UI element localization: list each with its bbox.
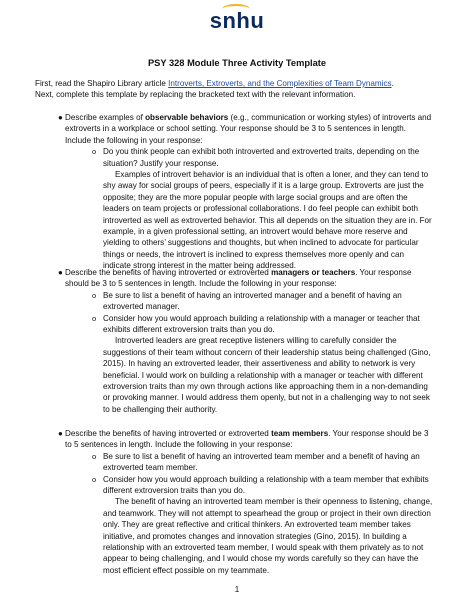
section-observable-behaviors xyxy=(35,112,434,272)
bullet-text-end: (e.g., communication or working styles) of introverts and extroverts in a workplace or school setting. Your response should be 3 to 5 sentences in length. Include the following in your response: xyxy=(65,113,432,145)
section-bullet xyxy=(35,112,434,146)
response-text: The benefit of having an introverted team member is their openness to listening, change, and teamwork. They will not attempt to spearhead the group or project in their own direction only. They are great reflective and critical thinkers. An extroverted team member takes initiative, and promotes changes and innovation strategies (Gino, 2015). In building a relationship with an extroverted team member, I would speak with them privately as to not appear to being challenging, and I would chose my words carefully so they can have the most efficient effect possible on my teammate. xyxy=(103,497,433,575)
intro-suffix: . xyxy=(391,79,394,88)
response-text: Examples of introvert behavior is an individual that is often a loner, and they can tend to shy away for social groups of peers, especially if it is a large group. Extroverts are just the opposite; they are the more popular people with large social groups and are often the leaders on team projects or professional collaborations. I do feel people can exhibit both introverted as well as extroverted behavior. This all depends on the situation they are in. For example, in a given professional setting, an introvert would behave more reserve and yielding to others’ suggestions and thoughts, but when inclined to advocate for particular things or needs, the introvert is inclined to express themselves more openly and can indicate strong interest in the matter being addressed. xyxy=(103,170,432,271)
bullet-bold-text: observable behaviors xyxy=(145,113,229,122)
sub-bullet-text: Do you think people can exhibit both introverted and extroverted traits, depending on the situation? Justify your response. xyxy=(103,147,420,168)
intro-instructions: Next, complete this template by replacing the bracketed text with the relevant information. xyxy=(35,90,356,99)
section-bullet xyxy=(35,267,434,290)
bullet-text: Describe the benefits of having introverted or extroverted xyxy=(65,268,272,277)
circle-bullet-icon: o xyxy=(92,147,97,157)
sub-bullet xyxy=(35,474,434,497)
sub-bullet xyxy=(35,313,434,336)
circle-bullet-icon: o xyxy=(92,474,97,484)
sub-bullet xyxy=(35,290,434,313)
sub-bullet-text: Consider how you would approach building a relationship with a team member that exhibits different extroversion traits than you do. xyxy=(103,474,429,496)
page-title: PSY 328 Module Three Activity Template xyxy=(147,58,327,68)
bullet-icon: ● xyxy=(58,429,63,438)
section-team-members xyxy=(35,428,434,576)
intro-text: First, read the Shapiro Library article xyxy=(35,79,169,88)
sub-bullet xyxy=(35,146,434,169)
section-managers-teachers xyxy=(35,267,434,415)
bullet-text-end: . Your response should be 3 to 5 sentences in length. Include the following in your response: xyxy=(65,429,429,450)
bullet-bold-text: managers or teachers xyxy=(271,268,356,277)
circle-bullet-icon: o xyxy=(92,313,97,323)
sub-bullet-text: Be sure to list a benefit of having an introverted manager and a benefit of having an extroverted manager. xyxy=(103,290,402,312)
circle-bullet-icon: o xyxy=(92,451,97,461)
intro-paragraph xyxy=(35,78,434,100)
bullet-icon: ● xyxy=(58,113,63,122)
bullet-bold-text: team members xyxy=(271,429,329,438)
bullet-text: Describe the benefits of having introverted or extroverted xyxy=(65,429,272,438)
article-link[interactable]: Introverts, Extroverts, and the Complexities of Team Dynamics xyxy=(168,79,392,88)
sub-bullet-text: Consider how you would approach building a relationship with a manager or teacher that exhibits different extroversion traits than you do. xyxy=(103,313,420,335)
logo-swoosh-icon xyxy=(222,4,250,14)
bullet-text-end: . Your response should be 3 to 5 sentences in length. Include the following in your response: xyxy=(65,268,412,289)
bullet-icon: ● xyxy=(58,268,63,277)
logo-wordmark xyxy=(210,10,265,32)
sub-bullet-text: Be sure to list a benefit of having an introverted team member and a benefit of having an extroverted team member. xyxy=(103,451,420,473)
logo-text: snhu xyxy=(209,8,265,33)
circle-bullet-icon: o xyxy=(92,290,97,300)
section-bullet xyxy=(35,428,434,451)
sub-bullet xyxy=(35,451,434,474)
snhu-logo xyxy=(0,10,474,33)
bullet-text: Describe examples of xyxy=(65,113,146,122)
page-number: 1 xyxy=(234,585,240,594)
response-text: Introverted leaders are great receptive listeners willing to carefully consider the suggestions of their team without concern of their leadership status being challenged (Gino, 2015). In having an extroverted leader, their assertiveness and ability to network is very beneficial. I would work on building a relationship with a manager or teacher with different extroversion traits than my own through actions like approaching them in a non-demanding or provoking manner. I would address them openly, but not in a challenging way to not seek to be challenging their authority. xyxy=(103,336,431,414)
